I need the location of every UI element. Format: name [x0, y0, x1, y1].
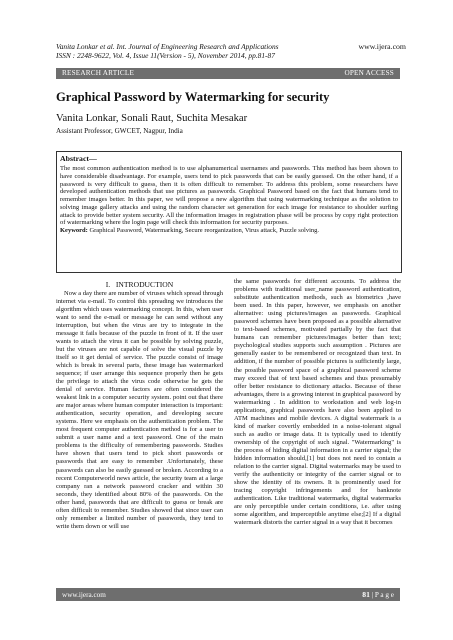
left-column — [56, 280, 223, 531]
right-column-text: the same passwords for different accounts. To address the problems with traditional user_name password authentication, substitute authentication methods, such as biometrics ,have been used. In this paper, however, we emphasis on another alternative: using pictures/images as passwords. Graphical password schemes have been proposed as a possible alternative to text-based schemes, motivated partially by the fact that humans can remember pictures/images better than text; psychological studies supports such assumption . Pictures are generally easier to be remembered or recognized than text. In addition, if the number of possible pictures is sufficiently large, the possible password space of a graphical password scheme may exceed that of text based schemes and thus presumably offer better resistance to dictionary attacks. Because of these advantages, there is a growing interest in graphical password by watermarking . In addition to workstation and web log-in applications, graphical passwords have also been applied to ATM machines and mobile devices. A digital watermark is a kind of marker covertly embedded in a noise-tolerant signal such as audio or image data. It is typically used to identify ownership of the copyright of such signal. "Watermarking" is the process of hiding digital information in a carrier signal; the hidden information should,[1] but does not need to contain a relation to the carrier signal. Digital watermarks may be used to verify the authenticity or integrity of the carrier signal or to show the identity of its owners. It is prominently used for tracing copyright infringements and for banknote authentication. Like traditional watermarks, digital watermarks are only perceptible under certain conditions, i.e. after using some algorithm, and imperceptible anytime else;[2] If a digital watermark distorts the carrier signal in a way that it becomes — [234, 278, 401, 527]
left-column-text: Now a day there are number of viruses which spread through internet via e-mail. To control this spreading we introduces the algorithm which uses watermarking concept. In this, when user want to send the e-mail or message he can send without any interruption, but when the virus are try to integrate in the message it fails because of the puzzle in front of it. If the user wants to attach the virus it can be possible by solving puzzle, but the viruses are not capable of solve the visual puzzle by itself so it get denial of service. The puzzle consist of image which is break in several parts, these image has watermarked sequence; if user arrange this sequence properly then he gets the privilege to attach the virus code otherwise he gets the denial of service. Human factors are often considered the weakest link in a computer security system. point out that there are major areas where human computer interaction is important: authentication, security operation, and developing secure systems. Here we emphasis on the authentication problem. The most frequent computer authentication method is for a user to submit a user name and a text password. One of the main problems is the difficulty of remembering passwords. Studies have shown that users tend to pick short passwords or passwords that are easy to remember .Unfortunately, these passwords can also be easily guessed or broken. According to a recent Computerworld news article, the security team at a large company ran a network password cracker and within 30 seconds, they identified about 80% of the passwords. On the other hand, passwords that are difficult to guess or break are often difficult to remember. Studies showed that since user can only remember a limited number of passwords, they tend to write them down or will use — [56, 289, 223, 530]
journal-issn: ISSN : 2248-9622, Vol. 4, Issue 11(Version - 5), November 2014, pp.81-87 — [56, 51, 275, 61]
journal-citation: Vanita Lonkar et al. Int. Journal of Engineering Research and Applications — [56, 42, 279, 51]
footer-page-number: 81 — [362, 590, 370, 599]
footer-page-label: | P a g e — [371, 591, 394, 599]
section-number: I. — [105, 280, 111, 289]
article-banner — [56, 68, 400, 79]
section-title-rest: NTRODUCTION — [118, 280, 174, 289]
paper-title: Graphical Password by Watermarking for security — [56, 90, 330, 104]
journal-website[interactable]: www.ijera.com — [358, 42, 406, 51]
keywords-text: Graphical Password, Watermarking, Secure reorganization, Virus attack, Puzzle solving. — [87, 227, 320, 234]
keywords-line — [60, 227, 398, 235]
footer-website[interactable]: www.ijera.com — [62, 590, 106, 599]
paper-authors: Vanita Lonkar, Sonali Raut, Suchita Mesakar — [56, 113, 248, 124]
abstract-box — [56, 151, 402, 273]
access-type-label: OPEN ACCESS — [344, 69, 394, 77]
section-heading — [56, 280, 223, 289]
footer-page-indicator — [362, 590, 394, 599]
journal-header — [56, 42, 406, 60]
article-type-label: RESEARCH ARTICLE — [62, 69, 135, 77]
author-affiliation: Assistant Professor, GWCET, Nagpur, India — [56, 127, 183, 135]
right-column — [234, 278, 401, 527]
abstract-body: The most common authentication method is to use alphanumerical usernames and passwords. This method has been shown to have considerable disadvantage. For example, users tend to pick passwords that can be easily guessed. On the other hand, if a password is very difficult to guess, then it is often difficult to remember. To address this problem, some researchers have developed authentication methods that use pictures as passwords. Graphical Password based on the fact that humans tend to remember images better. In this paper, we will propose a new algorithm that using watermarking technique as the solution to solving image gallery attacks and using the random character set generation for each image for resistance to shoulder surfing attack to provide better system security. All the information images in registration phase will be process by copy right protection of watermarking where the login page will check this information for security purposes. — [60, 165, 398, 227]
keywords-label: Keyword: — [60, 227, 88, 234]
section-title-initial: I — [115, 280, 119, 289]
page-footer — [56, 588, 400, 601]
abstract-heading: Abstract— — [60, 154, 97, 163]
